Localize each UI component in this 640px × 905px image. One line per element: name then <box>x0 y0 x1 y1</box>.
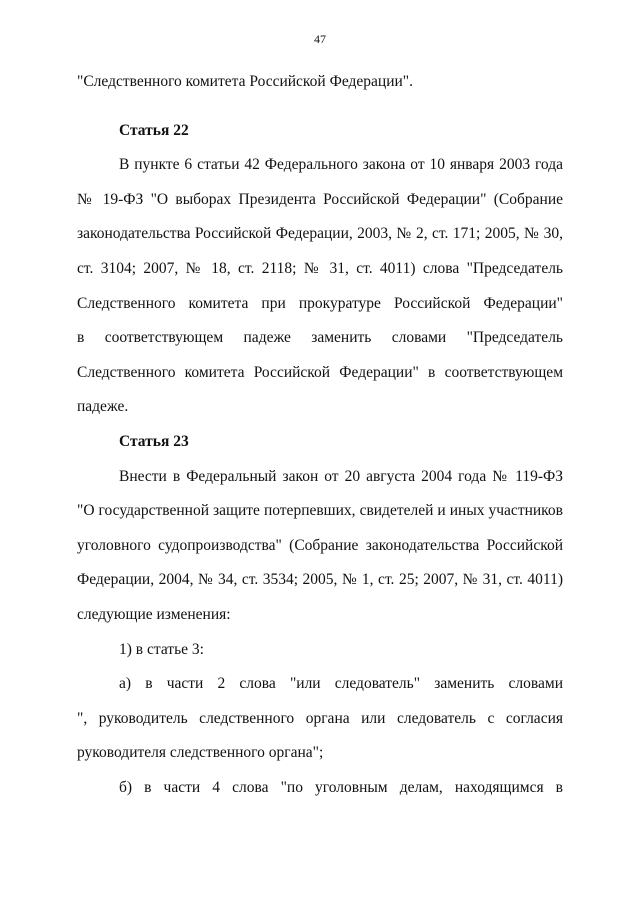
text-line: ст. 3104; 2007, № 18, ст. 2118; № 31, ст. 4011) слова "Председатель <box>77 259 563 277</box>
text-line: ", руководитель следственного органа или следователь с согласия <box>77 709 563 727</box>
text-line: а) в части 2 слова "или следователь" заменить словами <box>119 675 563 693</box>
text-line: 1) в статье 3: <box>119 640 204 658</box>
text-line: следующие изменения: <box>77 605 231 623</box>
article-22-heading: Статья 22 <box>119 121 189 139</box>
text-line: Следственного комитета при прокуратуре Российской Федерации" <box>77 294 563 312</box>
text-line: уголовного судопроизводства" (Собрание законодательства Российской <box>77 536 563 554</box>
text-line: законодательства Российской Федерации, 2003, № 2, ст. 171; 2005, № 30, <box>77 225 563 243</box>
article-23-heading: Статья 23 <box>119 432 189 450</box>
text-line: Внести в Федеральный закон от 20 августа 2004 года № 119-ФЗ <box>119 467 563 485</box>
page-number: 47 <box>314 32 326 46</box>
text-line: руководителя следственного органа"; <box>77 744 324 762</box>
text-line: падеже. <box>77 398 129 416</box>
text-line: в соответствующем падеже заменить словами "Председатель <box>77 329 563 347</box>
text-line: № 19-ФЗ "О выборах Президента Российской Федерации" (Собрание <box>77 190 563 208</box>
text-line: Федерации, 2004, № 34, ст. 3534; 2005, № 1, ст. 25; 2007, № 31, ст. 4011) <box>77 571 563 589</box>
text-line: В пункте 6 статьи 42 Федерального закона от 10 января 2003 года <box>119 156 563 174</box>
text-line: "Следственного комитета Российской Федерации". <box>77 73 413 90</box>
text-line: "О государственной защите потерпевших, свидетелей и иных участников <box>77 502 563 520</box>
text-line: б) в части 4 слова "по уголовным делам, находящимся в <box>119 778 563 796</box>
text-line: Следственного комитета Российской Федерации" в соответствующем <box>77 363 563 381</box>
document-body <box>77 68 563 808</box>
